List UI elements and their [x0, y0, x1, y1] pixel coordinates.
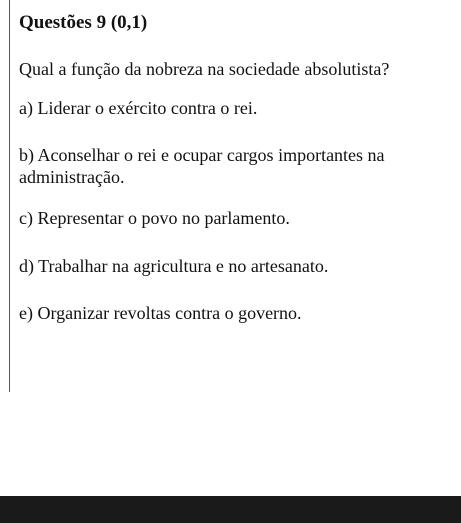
option-a: a) Liderar o exército contra o rei. — [19, 98, 258, 118]
question-text: Qual a função da nobreza na sociedade absolutista? — [19, 59, 390, 79]
bottom-bar — [0, 496, 461, 523]
option-d: d) Trabalhar na agricultura e no artesanato. — [19, 256, 329, 276]
option-c: c) Representar o povo no parlamento. — [19, 208, 290, 228]
answer-options — [19, 97, 449, 324]
left-margin-rule — [9, 0, 10, 392]
question-block — [19, 11, 449, 324]
question-title: Questões 9 (0,1) — [19, 12, 148, 33]
option-b: b) Aconselhar o rei e ocupar cargos importantes na administração. — [19, 145, 385, 187]
option-e: e) Organizar revoltas contra o governo. — [19, 303, 302, 323]
